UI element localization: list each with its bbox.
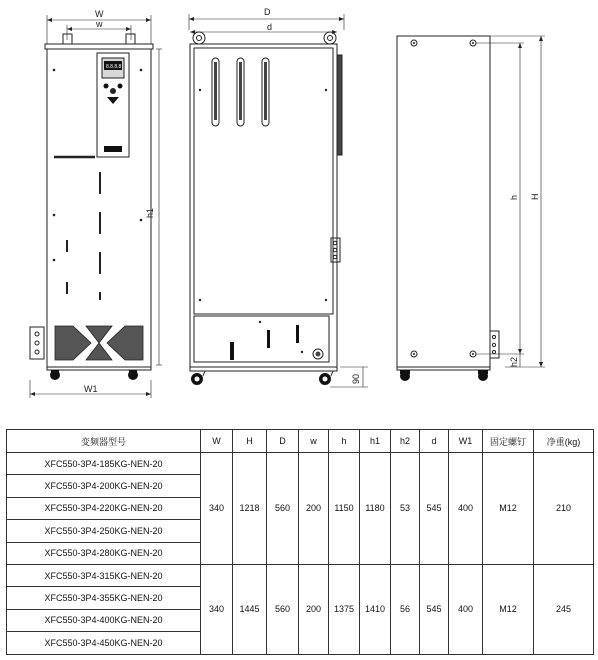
spec-value-cell: 200 [299, 453, 329, 565]
model-cell: XFC550-3P4-250KG-NEN-20 [7, 520, 201, 542]
spec-value-cell: 56 [391, 564, 420, 654]
table-header-row [7, 430, 594, 453]
column-header: D [267, 430, 299, 453]
front-dim-w: w [96, 19, 103, 29]
front-view [30, 15, 162, 398]
spec-value-cell: 245 [534, 564, 594, 654]
model-cell: XFC550-3P4-220KG-NEN-20 [7, 497, 201, 519]
column-header: h2 [391, 430, 420, 453]
spec-value-cell: 560 [267, 564, 299, 654]
model-cell: XFC550-3P4-185KG-NEN-20 [7, 453, 201, 475]
column-header: 固定螺钉 [483, 430, 534, 453]
table-row [7, 564, 594, 586]
column-header: 净重(kg) [534, 430, 594, 453]
back-view [397, 36, 545, 381]
spec-value-cell: 545 [420, 564, 449, 654]
front-dim-W1: W1 [84, 384, 98, 394]
spec-value-cell: 560 [267, 453, 299, 565]
column-header: w [299, 430, 329, 453]
model-cell: XFC550-3P4-315KG-NEN-20 [7, 564, 201, 586]
spec-value-cell: 210 [534, 453, 594, 565]
column-header: W [201, 430, 233, 453]
spec-value-cell: 1410 [360, 564, 391, 654]
side-dim-90: 90 [351, 373, 361, 384]
model-cell: XFC550-3P4-355KG-NEN-20 [7, 587, 201, 609]
spec-value-cell: 340 [201, 453, 233, 565]
front-dim-W: W [95, 9, 104, 19]
spec-value-cell: M12 [483, 453, 534, 565]
model-cell: XFC550-3P4-280KG-NEN-20 [7, 542, 201, 564]
column-header: 变频器型号 [7, 430, 201, 453]
back-dim-h2: h2 [509, 356, 519, 367]
front-dim-h1: h1 [145, 207, 155, 218]
spec-value-cell: 1180 [360, 453, 391, 565]
side-dim-D: D [264, 7, 271, 17]
spec-value-cell: 340 [201, 564, 233, 654]
spec-value-cell: 400 [449, 564, 483, 654]
spec-value-cell: M12 [483, 564, 534, 654]
keypad-display: 8.8.8.8 [106, 64, 122, 70]
spec-value-cell: 1445 [233, 564, 267, 654]
spec-value-cell: 1375 [329, 564, 360, 654]
column-header: H [233, 430, 267, 453]
back-dim-H: H [530, 193, 540, 200]
model-cell: XFC550-3P4-200KG-NEN-20 [7, 475, 201, 497]
spec-value-cell: 53 [391, 453, 420, 565]
column-header: d [420, 430, 449, 453]
column-header: W1 [449, 430, 483, 453]
spec-value-cell: 545 [420, 453, 449, 565]
spec-value-cell: 1150 [329, 453, 360, 565]
spec-value-cell: 200 [299, 564, 329, 654]
spec-value-cell: 1218 [233, 453, 267, 565]
spec-table [6, 429, 594, 655]
column-header: h [329, 430, 360, 453]
column-header: h1 [360, 430, 391, 453]
side-dim-d: d [267, 22, 273, 32]
model-cell: XFC550-3P4-450KG-NEN-20 [7, 632, 201, 654]
back-dim-h: h [509, 194, 519, 200]
side-view [189, 14, 368, 387]
table-row [7, 453, 594, 475]
model-cell: XFC550-3P4-400KG-NEN-20 [7, 609, 201, 631]
spec-value-cell: 400 [449, 453, 483, 565]
